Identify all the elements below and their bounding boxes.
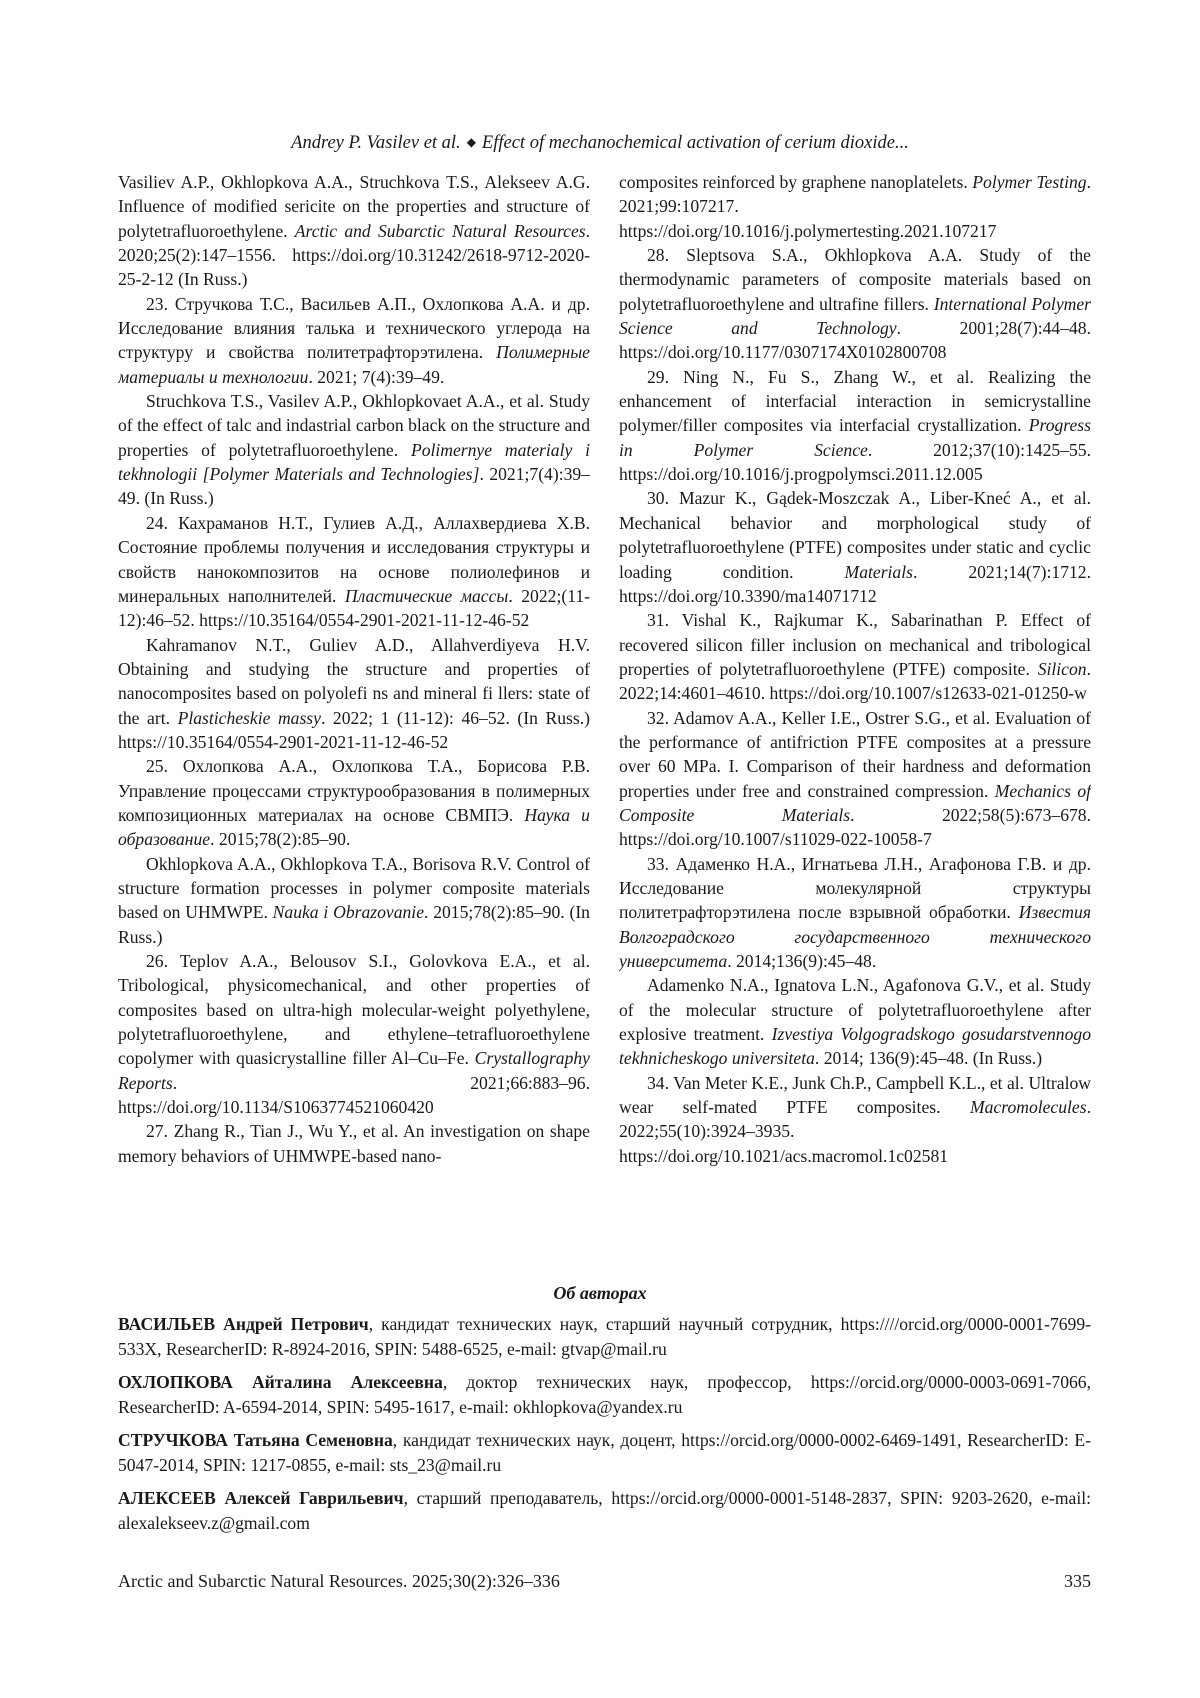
reference-entry [619,365,1091,487]
reference-text: . 2021;99:107217. https://doi.org/10.1016/j.polymertesting.2021.107217 [619,172,1091,241]
reference-source-title: Наука и образование [118,804,590,850]
reference-source-title: Progress in Polymer Science [619,415,1091,460]
reference-source-title: Crystallography Reports [118,1048,590,1093]
reference-entry [118,852,590,949]
header-authors: Andrey P. Vasilev et al. [291,133,461,153]
reference-text: 34. Van Meter K.E., Junk Ch.P., Campbell K.L., et al. Ultralow wear self-mated PTFE composites. [619,1072,1091,1118]
about-authors-heading: Об авторах [553,1283,647,1303]
reference-entry [118,1119,590,1168]
references-right-column [619,170,1091,1260]
reference-text: . 2021;7(4):39–49. (In Russ.) [118,464,590,509]
reference-text: 27. Zhang R., Tian J., Wu Y., et al. An investigation on shape memory behaviors of UHMWPE-based nano- [118,1121,590,1166]
reference-text: 23. Стручкова Т.С., Васильев А.П., Охлопкова А.А. и др. Исследование влияния талька и технического углерода на структуру и свойства политетрафторэтилена. [118,293,590,363]
reference-source-title: Nauka i Obrazovanie [272,902,424,923]
reference-text: . 2021;66:883–96. https://doi.org/10.1134/S1063774521060420 [118,1072,590,1118]
reference-text: . 2012;37(10):1425–55. https://doi.org/10.1016/j.progpolymsci.2011.12.005 [619,439,1091,485]
reference-text: . 2022;55(10):3924–3935. https://doi.org/10.1021/acs.macromol.1c02581 [619,1097,1091,1166]
author-entry [118,1428,1091,1478]
reference-entry [619,1071,1091,1168]
reference-source-title: Plasticheskie massy [177,707,321,728]
reference-entry [619,486,1091,608]
footer-journal-citation: Arctic and Subarctic Natural Resources. 2025;30(2):326–336 [118,1571,560,1591]
reference-entry [118,170,590,292]
reference-text: 28. Sleptsova S.A., Okhlopkova A.A. Study of the thermodynamic parameters of composite materials based on polytetrafluoroethylene and ultrafine fillers. [619,245,1091,314]
page-footer [118,1569,1091,1593]
reference-source-title: Пластические массы [344,585,509,606]
reference-text: . 2022;(11-12):46–52. https://10.35164/0554-2901-2021-11-12-46-52 [118,585,590,631]
reference-text: 25. Охлопкова А.А., Охлопкова Т.А., Борисова Р.В. Управление процессами структурообразования в полимерных композиционных материалах на основе СВМПЭ. [118,756,590,825]
reference-text: . 2022;58(5):673–678. https://doi.org/10.1007/s11029-022-10058-7 [619,804,1091,850]
reference-source-title: Polimernye materialy i tekhnologii [Polymer Materials and Technologies] [118,439,590,485]
reference-entry [118,754,590,851]
reference-text: 32. Adamov A.A., Keller I.E., Ostrer S.G., et al. Evaluation of the performance of antifriction PTFE composites at a pressure over 60 MPa. I. Comparison of their hardness and deformation properties under free and constrained compression. [619,707,1091,801]
reference-entry [118,389,590,511]
author-entry [118,1370,1091,1420]
reference-entry [619,170,1091,243]
reference-source-title: Mechanics of Composite Materials [619,780,1091,825]
reference-text: Kahramanov N.T., Guliev A.D., Allahverdiyeva H.V. Obtaining and studying the structure and properties of nanocomposites based on polyolefi ns and mineral fi llers: state of the art. [118,634,590,728]
reference-entry [619,608,1091,705]
author-entry [118,1312,1091,1362]
reference-source-title: Macromolecules [969,1097,1087,1118]
reference-text: . 2021; 7(4):39–49. [308,366,445,387]
author-name: СТРУЧКОВА Татьяна Семеновна [118,1430,393,1450]
reference-text: . 2015;78(2):85–90. [210,829,351,850]
reference-text: . 2021;14(7):1712. https://doi.org/10.3390/ma14071712 [619,561,1091,606]
author-details: , кандидат технических наук, старший научный сотрудник, https:////orcid.org/0000-0001-7699-533X, ResearcherID: R-8924-2016, SPIN: 5488-6525, e-mail: gtvap@mail.ru [118,1314,1091,1359]
header-article-title: Effect of mechanochemical activation of cerium dioxide... [481,133,909,153]
reference-text: 24. Кахраманов Н.Т., Гулиев А.Д., Аллахвердиева Х.В. Состояние проблемы получения и исследования структуры и свойств нанокомпозитов на основе полиолефинов и минеральных наполнителей. [118,512,590,606]
reference-text: Struchkova T.S., Vasilev A.P., Okhlopkovaet A.A., et al. Study of the effect of talc and indastrial carbon black on the structure and properties of polytetrafluoroethylene. [118,391,590,460]
reference-entry [619,706,1091,852]
reference-text: 30. Mazur K., Gądek-Moszczak A., Liber-Kneć A., et al. Mechanical behavior and morphological study of polytetrafluoroethylene (PTFE) composites under static and cyclic loading condition. [619,488,1091,582]
reference-source-title: Arctic and Subarctic Natural Resources [294,220,586,241]
reference-text: . 2014; 136(9):45–48. (In Russ.) [814,1048,1043,1069]
reference-text: . 2015;78(2):85–90. (In Russ.) [118,902,590,947]
reference-entry [118,511,590,633]
reference-text: 26. Teplov A.A., Belousov S.I., Golovkova E.A., et al. Tribological, physicomechanical, and other properties of composites based on ultra-high molecular-weight polyethylene, polytetrafluoroethylene, and ethylene–tetrafluoroethylene copolymer with quasicrystalline filler Al–Cu–Fe. [118,951,590,1069]
reference-text: . 2014;136(9):45–48. [727,951,877,971]
reference-source-title: Silicon [1037,658,1087,679]
reference-source-title: Polymer Testing [972,172,1087,192]
reference-source-title: Известия Волгоградского государственного технического университета [619,902,1091,971]
author-list [118,1312,1091,1544]
reference-text: 31. Vishal K., Rajkumar K., Sabarinathan P. Effect of recovered silicon filler inclusion on mechanical and tribological properties of polytetrafluoroethylene (PTFE) composite. [619,610,1091,679]
references-left-column [118,170,590,1260]
author-name: ВАСИЛЬЕВ Андрей Петрович [118,1314,369,1334]
author-entry [118,1486,1091,1536]
reference-text: . 2020;25(2):147–1556. https://doi.org/10.31242/2618-9712-2020-25-2-12 (In Russ.) [118,220,590,290]
reference-source-title: Izvestiya Volgogradskogo gosudarstvennogo tekhnicheskogo universiteta [619,1024,1091,1069]
author-name: АЛЕКСЕЕВ Алексей Гаврильевич [118,1488,404,1508]
reference-text: 29. Ning N., Fu S., Zhang W., et al. Realizing the enhancement of interfacial interaction in semicrystalline polymer/filler composites via interfacial crystallization. [619,366,1091,436]
author-details: , кандидат технических наук, доцент, https://orcid.org/0000-0002-6469-1491, ResearcherID: E-5047-2014, SPIN: 1217-0855, e-mail: sts_23@mail.ru [118,1430,1091,1475]
reference-text: composites reinforced by graphene nanoplatelets. [619,172,973,192]
author-details: , доктор технических наук, профессор, https://orcid.org/0000-0003-0691-7066, ResearcherID: A-6594-2014, SPIN: 5495-1617, e-mail: okhlopkova@yandex.ru [118,1372,1091,1417]
author-name: ОХЛОПКОВА Айталина Алексеевна [118,1372,443,1392]
reference-entry [118,949,590,1119]
footer-page-number: 335 [1064,1571,1091,1591]
reference-source-title: International Polymer Science and Technology [619,293,1091,339]
running-header [0,130,1200,155]
reference-entry [619,243,1091,365]
header-separator-icon: ◆ [466,135,476,149]
reference-text: Adamenko N.A., Ignatova L.N., Agafonova G.V., et al. Study of the molecular structure of polytetrafluoroethylene after explosive treatment. [619,975,1091,1045]
reference-source-title: Materials [844,561,913,582]
reference-text: . 2022; 1 (11-12): 46–52. (In Russ.) https://10.35164/0554-2901-2021-11-12-46-52 [118,707,590,752]
reference-entry [619,852,1091,974]
reference-entry [619,973,1091,1070]
reference-text: Vasiliev A.P., Okhlopkova A.A., Struchkova T.S., Alekseev A.G. Influence of modified sericite on the properties and structure of polytetrafluoroethylene. [118,172,590,241]
reference-entry [118,292,590,389]
reference-source-title: Полимерные материалы и технологии [118,342,590,387]
reference-text: . 2022;14:4601–4610. https://doi.org/10.1007/s12633-021-01250-w [619,658,1091,704]
reference-entry [118,633,590,755]
references-columns [118,170,1091,1260]
reference-text: . 2001;28(7):44–48. https://doi.org/10.1177/0307174X0102800708 [619,318,1091,363]
reference-text: Okhlopkova A.A., Okhlopkova T.A., Borisova R.V. Control of structure formation processes in polymer composite materials based on UHMWPE. [118,853,590,923]
author-details: , старший преподаватель, https://orcid.org/0000-0001-5148-2837, SPIN: 9203-2620, e-mail: alexalekseev.z@gmail.com [118,1488,1091,1533]
reference-text: 33. Адаменко Н.А., Игнатьева Л.Н., Агафонова Г.В. и др. Исследование молекулярной структуры политетрафторэтилена после взрывной обработки. [619,853,1091,923]
